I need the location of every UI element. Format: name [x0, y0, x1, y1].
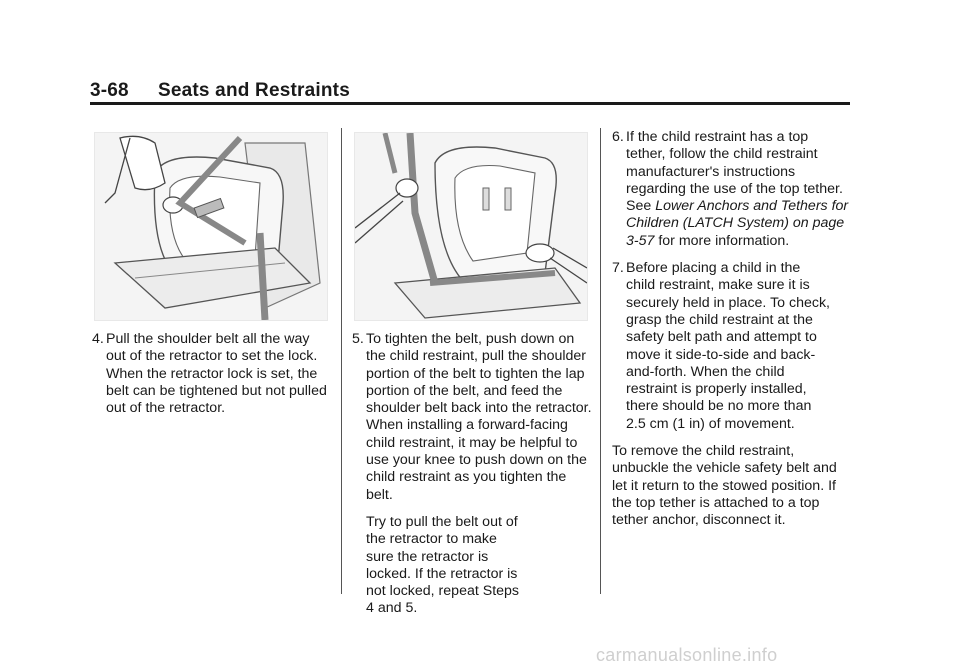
column-divider-left — [341, 128, 342, 594]
belt-tightening-illustration-icon — [355, 133, 587, 320]
header-rule — [90, 102, 850, 105]
belt-extraction-figure — [94, 132, 328, 321]
belt-tightening-figure — [354, 132, 588, 321]
belt-extraction-illustration-icon — [95, 133, 327, 320]
step-text: If the child restraint has a top tether, follow the child restraint manufacturer's instructions regarding the use of the top tether. See — [626, 129, 843, 215]
step-text-end: for more information. — [654, 232, 790, 249]
column-divider-right — [600, 128, 601, 594]
step-5 — [352, 331, 592, 628]
step-text: Pull the shoulder belt all the way out of the retractor to set the lock. When the retractor lock is set, the belt can be tightened but not pulled out of the retractor. — [106, 331, 327, 417]
step-number: 5. — [352, 331, 364, 347]
right-column — [612, 129, 850, 540]
step-text: Before placing a child in the child restraint, make sure it is securely held in place. To check, grasp the child restraint at the safety belt path and attempt to move it side-to-side and back-and-forth. When the child restraint is properly installed, there should be no more than 2.5 cm (1 in) of movement. — [626, 260, 830, 432]
step-number: 6. — [612, 129, 624, 145]
page-header — [90, 80, 350, 102]
cross-reference-link[interactable]: Lower Anchors and Tethers for Children (LATCH System) on page 3-57 — [626, 198, 849, 249]
step-number: 4. — [92, 331, 104, 347]
middle-column — [352, 331, 592, 628]
left-column — [92, 331, 330, 417]
step-7 — [612, 260, 850, 433]
page-number: 3-68 — [90, 80, 129, 101]
step-6 — [612, 129, 850, 250]
watermark: carmanualsonline.info — [596, 645, 778, 665]
step-4 — [92, 331, 330, 417]
closing-paragraph: To remove the child restraint, unbuckle the vehicle safety belt and let it return to the stowed position. If the top tether is attached to a top tether anchor, disconnect it. — [612, 443, 837, 529]
step-followup: Try to pull the belt out of the retractor to make sure the retractor is locked. If the retractor is not locked, repeat Steps 4 and 5. — [366, 513, 520, 617]
step-number: 7. — [612, 260, 624, 277]
step-text: To tighten the belt, push down on the child restraint, pull the shoulder portion of the belt to tighten the lap portion of the belt, and feed the shoulder belt back into the retractor. When installing a forward-facing child restraint, it may be helpful to use your knee to push down on the child restraint as you tighten the belt. — [366, 331, 592, 503]
section-title: Seats and Restraints — [158, 80, 350, 101]
